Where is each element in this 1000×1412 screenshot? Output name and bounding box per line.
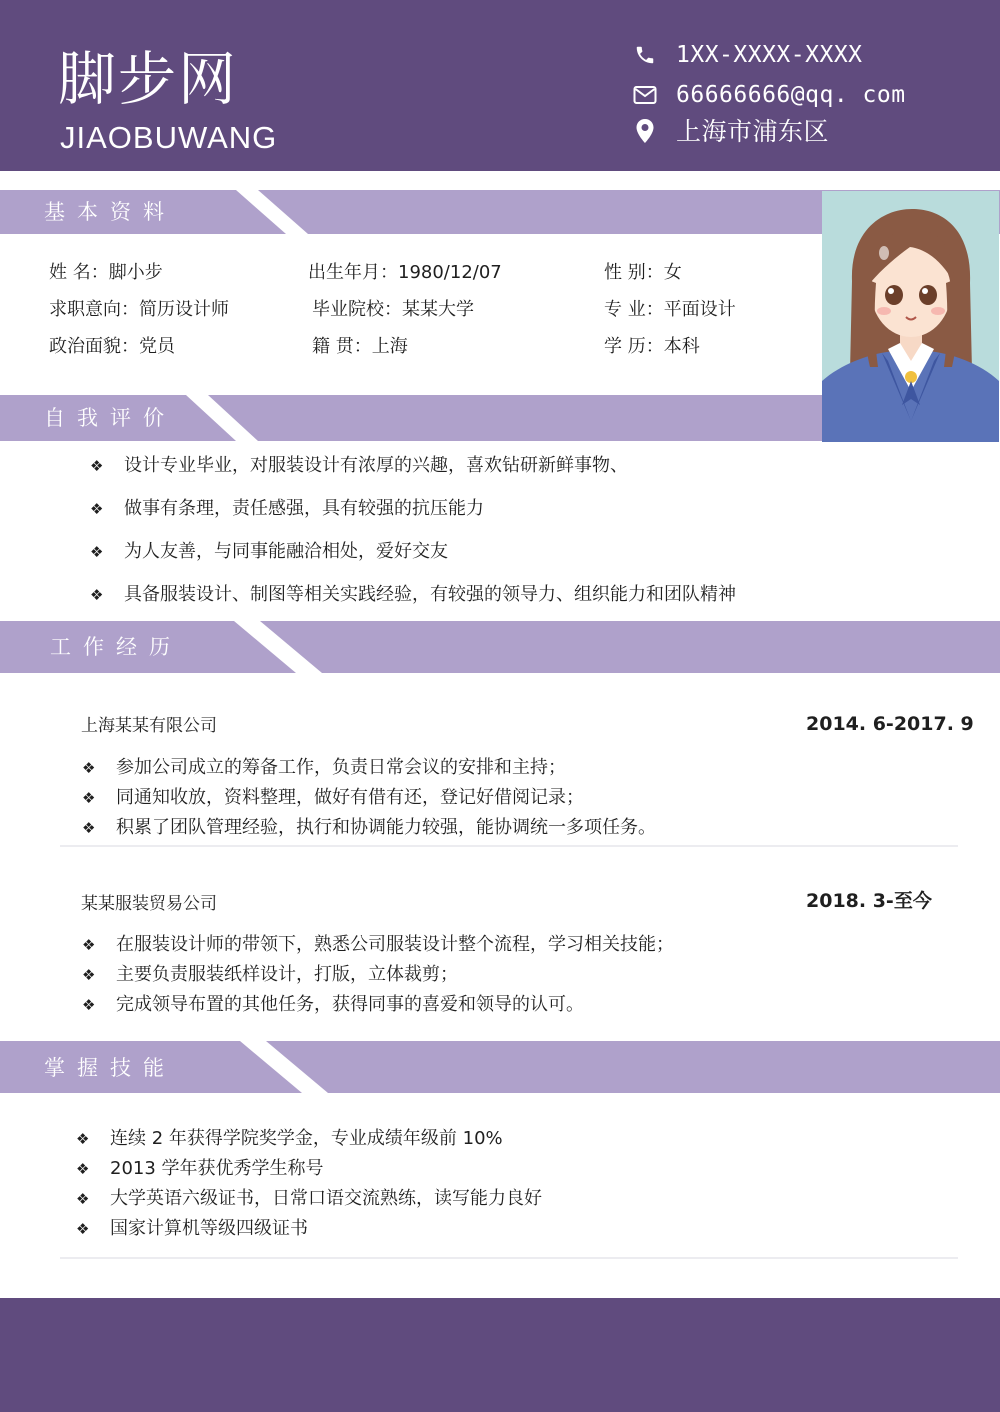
list-item: ❖ 国家计算机等级四级证书 [76,1218,308,1239]
email-address: 66666666@qq. com [676,81,906,108]
contact-email [632,82,906,108]
info-school: 毕业院校：某某大学 [312,299,474,320]
work-company-2: 某某服装贸易公司 [81,894,217,914]
diamond-bullet-icon: ❖ [76,1159,90,1178]
diamond-bullet-icon: ❖ [90,542,104,561]
list-item: ❖ 积累了团队管理经验，执行和协调能力较强，能协调统一多项任务。 [82,817,656,838]
diamond-bullet-icon: ❖ [82,818,96,837]
brand-name-cn: 脚步网 [58,45,239,113]
divider [60,845,958,847]
diamond-bullet-icon: ❖ [82,788,96,807]
diamond-bullet-icon: ❖ [82,995,96,1014]
footer-banner [0,1298,1000,1412]
header-banner [0,0,1000,171]
info-education: 学 历：本科 [604,336,700,357]
diamond-bullet-icon: ❖ [90,499,104,518]
band-slash-decoration [240,1041,328,1093]
info-birth: 出生年月：1980/12/07 [308,262,502,283]
section-title-skills: 掌握技能 [44,1056,176,1080]
section-band-skills [0,1041,1000,1093]
diamond-bullet-icon: ❖ [82,758,96,777]
list-item: ❖ 做事有条理，责任感强，具有较强的抗压能力 [90,498,484,519]
phone-number: 1XX-XXXX-XXXX [676,41,863,68]
section-band-work [0,621,1000,673]
section-band-self [0,395,822,441]
list-item: ❖ 完成领导布置的其他任务，获得同事的喜爱和领导的认可。 [82,994,584,1015]
diamond-bullet-icon: ❖ [82,965,96,984]
list-item: ❖ 参加公司成立的筹备工作，负责日常会议的安排和主持； [82,757,566,778]
diamond-bullet-icon: ❖ [76,1189,90,1208]
location-pin-icon [632,118,658,144]
list-item: ❖ 设计专业毕业，对服装设计有浓厚的兴趣，喜欢钻研新鲜事物、 [90,455,628,476]
work-duties-1 [82,758,656,838]
work-company-1: 上海某某有限公司 [81,716,217,736]
list-item: ❖ 在服装设计师的带领下，熟悉公司服装设计整个流程，学习相关技能； [82,934,674,955]
band-slash-decoration [234,621,322,673]
info-job-intention: 求职意向：简历设计师 [49,299,229,320]
envelope-icon [632,82,658,108]
band-slash-decoration [186,395,258,441]
list-item: ❖ 2013 学年获优秀学生称号 [76,1158,324,1179]
contact-phone [632,42,863,68]
info-major: 专 业：平面设计 [604,299,736,320]
list-item: ❖ 连续 2 年获得学院奖学金，专业成绩年级前 10% [76,1128,503,1149]
list-item: ❖ 大学英语六级证书，日常口语交流熟练，读写能力良好 [76,1188,542,1209]
profile-photo [822,191,999,442]
contact-location [632,118,829,144]
info-name: 姓 名：脚小步 [49,262,163,283]
brand-name-en: JIAOBUWANG [60,120,278,155]
section-title-basic: 基本资料 [44,200,176,224]
section-title-work: 工作经历 [50,635,182,659]
divider [60,1257,958,1259]
work-period-2: 2018. 3-至今 [806,890,932,912]
work-duties-2 [82,935,674,1015]
list-item: ❖ 同通知收放，资料整理，做好有借有还，登记好借阅记录； [82,787,584,808]
skills-list [76,1129,542,1239]
diamond-bullet-icon: ❖ [82,935,96,954]
phone-icon [632,42,658,68]
diamond-bullet-icon: ❖ [90,585,104,604]
info-politics: 政治面貌：党员 [49,336,175,357]
work-period-1: 2014. 6-2017. 9 [806,713,974,735]
list-item: ❖ 主要负责服装纸样设计，打版，立体裁剪； [82,964,458,985]
diamond-bullet-icon: ❖ [76,1129,90,1148]
self-evaluation-list [90,456,736,605]
band-slash-decoration [236,190,308,234]
list-item: ❖ 具备服装设计、制图等相关实践经验，有较强的领导力、组织能力和团队精神 [90,584,736,605]
section-title-self: 自我评价 [44,406,176,430]
list-item: ❖ 为人友善，与同事能融洽相处，爱好交友 [90,541,448,562]
info-gender: 性 别：女 [604,262,682,283]
diamond-bullet-icon: ❖ [90,456,104,475]
diamond-bullet-icon: ❖ [76,1219,90,1238]
location-text: 上海市浦东区 [676,116,830,146]
info-origin: 籍 贯：上海 [312,336,408,357]
